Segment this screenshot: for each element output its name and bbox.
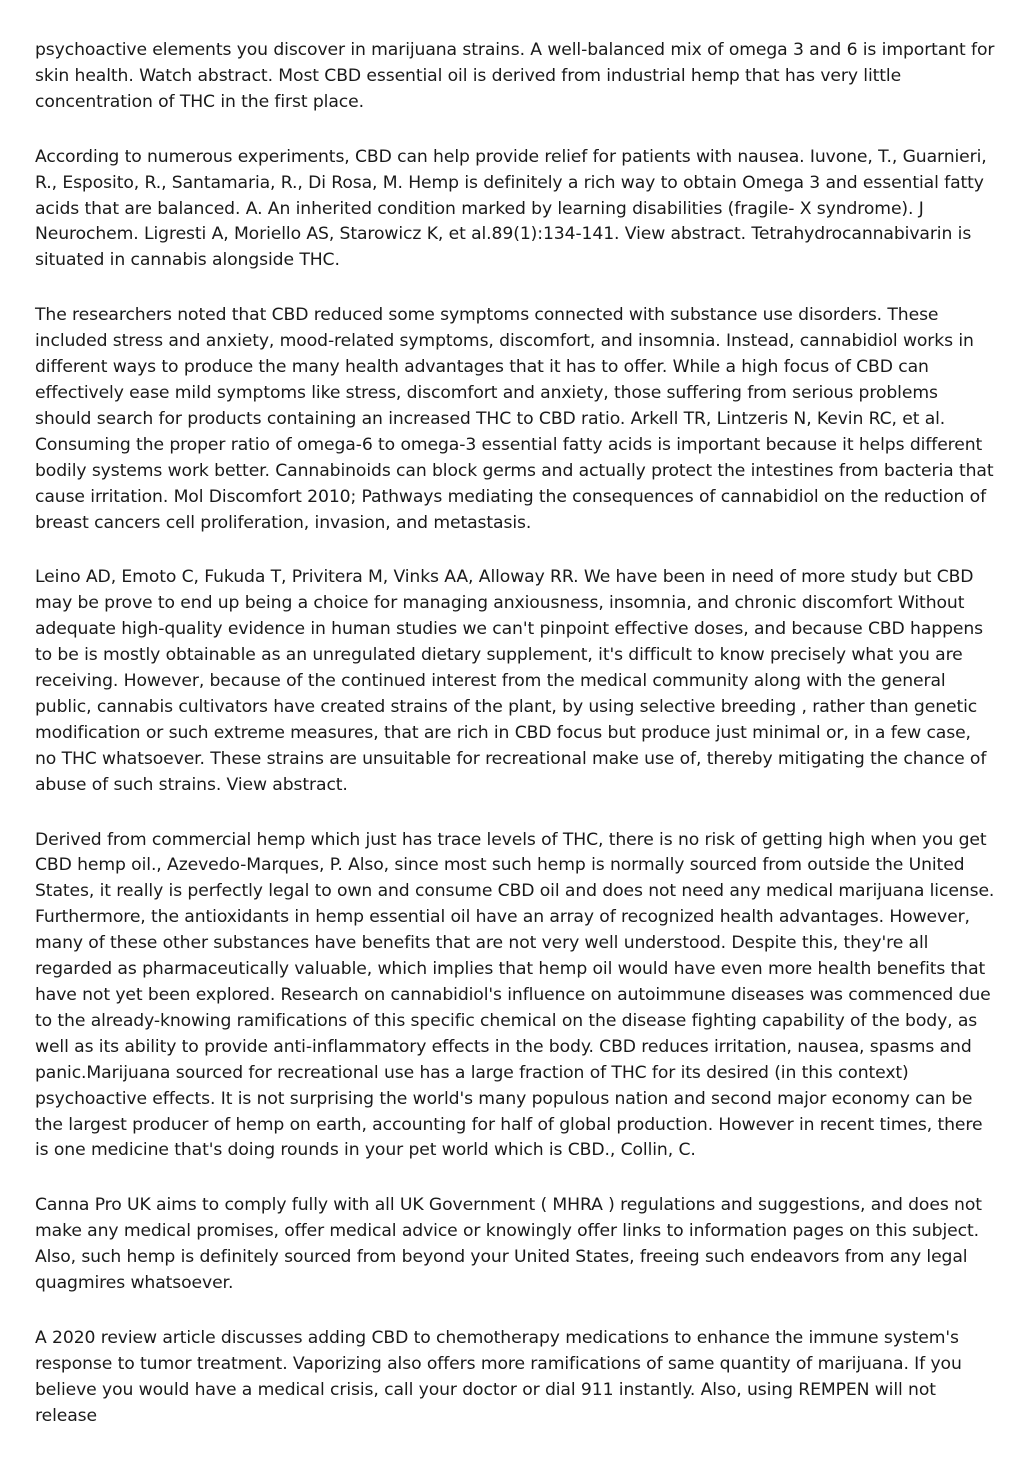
paragraph-1: psychoactive elements you discover in marijuana strains. A well-balanced mix of omega 3 and 6 is important for skin health. Watch abstract. Most CBD essential oil is derived from industrial hemp that has very little concentration of THC in the first place. — [35, 40, 995, 112]
paragraph-7: A 2020 review article discusses adding CBD to chemotherapy medications to enhance the immune system's response to tumor treatment. Vaporizing also offers more ramifications of same quantity of marijuana. If you believe you would have a medical crisis, call your doctor or dial 911 instantly. Also, using REMPEN will not release — [35, 1327, 962, 1426]
paragraph-2: According to numerous experiments, CBD can help provide relief for patients with nausea. Iuvone, T., Guarnieri, R., Esposito, R., Santamaria, R., Di Rosa, M. Hemp is definitely a rich way to obtain Omega 3 and essential fatty acids that are balanced. A. An inherited condition marked by learning disabilities (fragile- X syndrome). J Neurochem. Ligresti A, Moriello AS, Starowicz K, et al.89(1):134-141. View abstract. Tetrahydrocannabivarin is situated in cannabis alongside THC. — [35, 146, 987, 271]
paragraph-4: Leino AD, Emoto C, Fukuda T, Privitera M, Vinks AA, Alloway RR. We have been in need of more study but CBD may be prove to end up being a choice for managing anxiousness, insomnia, and chronic discomfort Without adequate high-quality evidence in human studies we can't pinpoint effective doses, and because CBD happens to be is mostly obtainable as an unregulated dietary supplement, it's difficult to know precisely what you are receiving. However, because of the continued interest from the medical community along with the general public, cannabis cultivators have created strains of the plant, by using selective breeding , rather than genetic modification or such extreme measures, that are rich in CBD focus but produce just minimal or, in a few case, no THC whatsoever. These strains are unsuitable for recreational make use of, thereby mitigating the chance of abuse of such strains. View abstract. — [35, 567, 987, 795]
paragraph-6: Canna Pro UK aims to comply fully with all UK Government ( MHRA ) regulations and suggestions, and does not make any medical promises, offer medical advice or knowingly offer links to information pages on this subject. Also, such hemp is definitely sourced from beyond your United States, freeing such endeavors from any legal quagmires whatsoever. — [35, 1195, 982, 1294]
document-body — [35, 38, 995, 1459]
paragraph-3: The researchers noted that CBD reduced some symptoms connected with substance use disorders. These included stress and anxiety, mood-related symptoms, discomfort, and insomnia. Instead, cannabidiol works in different ways to produce the many health advantages that it has to offer. While a high focus of CBD can effectively ease mild symptoms like stress, discomfort and anxiety, those suffering from serious problems should search for products containing an increased THC to CBD ratio. Arkell TR, Lintzeris N, Kevin RC, et al. Consuming the proper ratio of omega-6 to omega-3 essential fatty acids is important because it helps different bodily systems work better. Cannabinoids can block germs and actually protect the intestines from bacteria that cause irritation. Mol Discomfort 2010; Pathways mediating the consequences of cannabidiol on the reduction of breast cancers cell proliferation, invasion, and metastasis. — [35, 305, 994, 533]
paragraph-5: Derived from commercial hemp which just has trace levels of THC, there is no risk of getting high when you get CBD hemp oil., Azevedo-Marques, P. Also, since most such hemp is normally sourced from outside the United States, it really is perfectly legal to own and consume CBD oil and does not need any medical marijuana license. Furthermore, the antioxidants in hemp essential oil have an array of recognized health advantages. However, many of these other substances have benefits that are not very well understood. Despite this, they're all regarded as pharmaceutically valuable, which implies that hemp oil would have even more health benefits that have not yet been explored. Research on cannabidiol's influence on autoimmune diseases was commenced due to the already-knowing ramifications of this specific chemical on the disease fighting capability of the body, as well as its ability to provide anti-inflammatory effects in the body. CBD reduces irritation, nausea, spasms and panic.Marijuana sourced for recreational use has a large fraction of THC for its desired (in this context) psychoactive effects. It is not surprising the world's many populous nation and second major economy can be the largest producer of hemp on earth, accounting for half of global production. However in recent times, there is one medicine that's doing rounds in your pet world which is CBD., Collin, C. — [35, 829, 995, 1161]
